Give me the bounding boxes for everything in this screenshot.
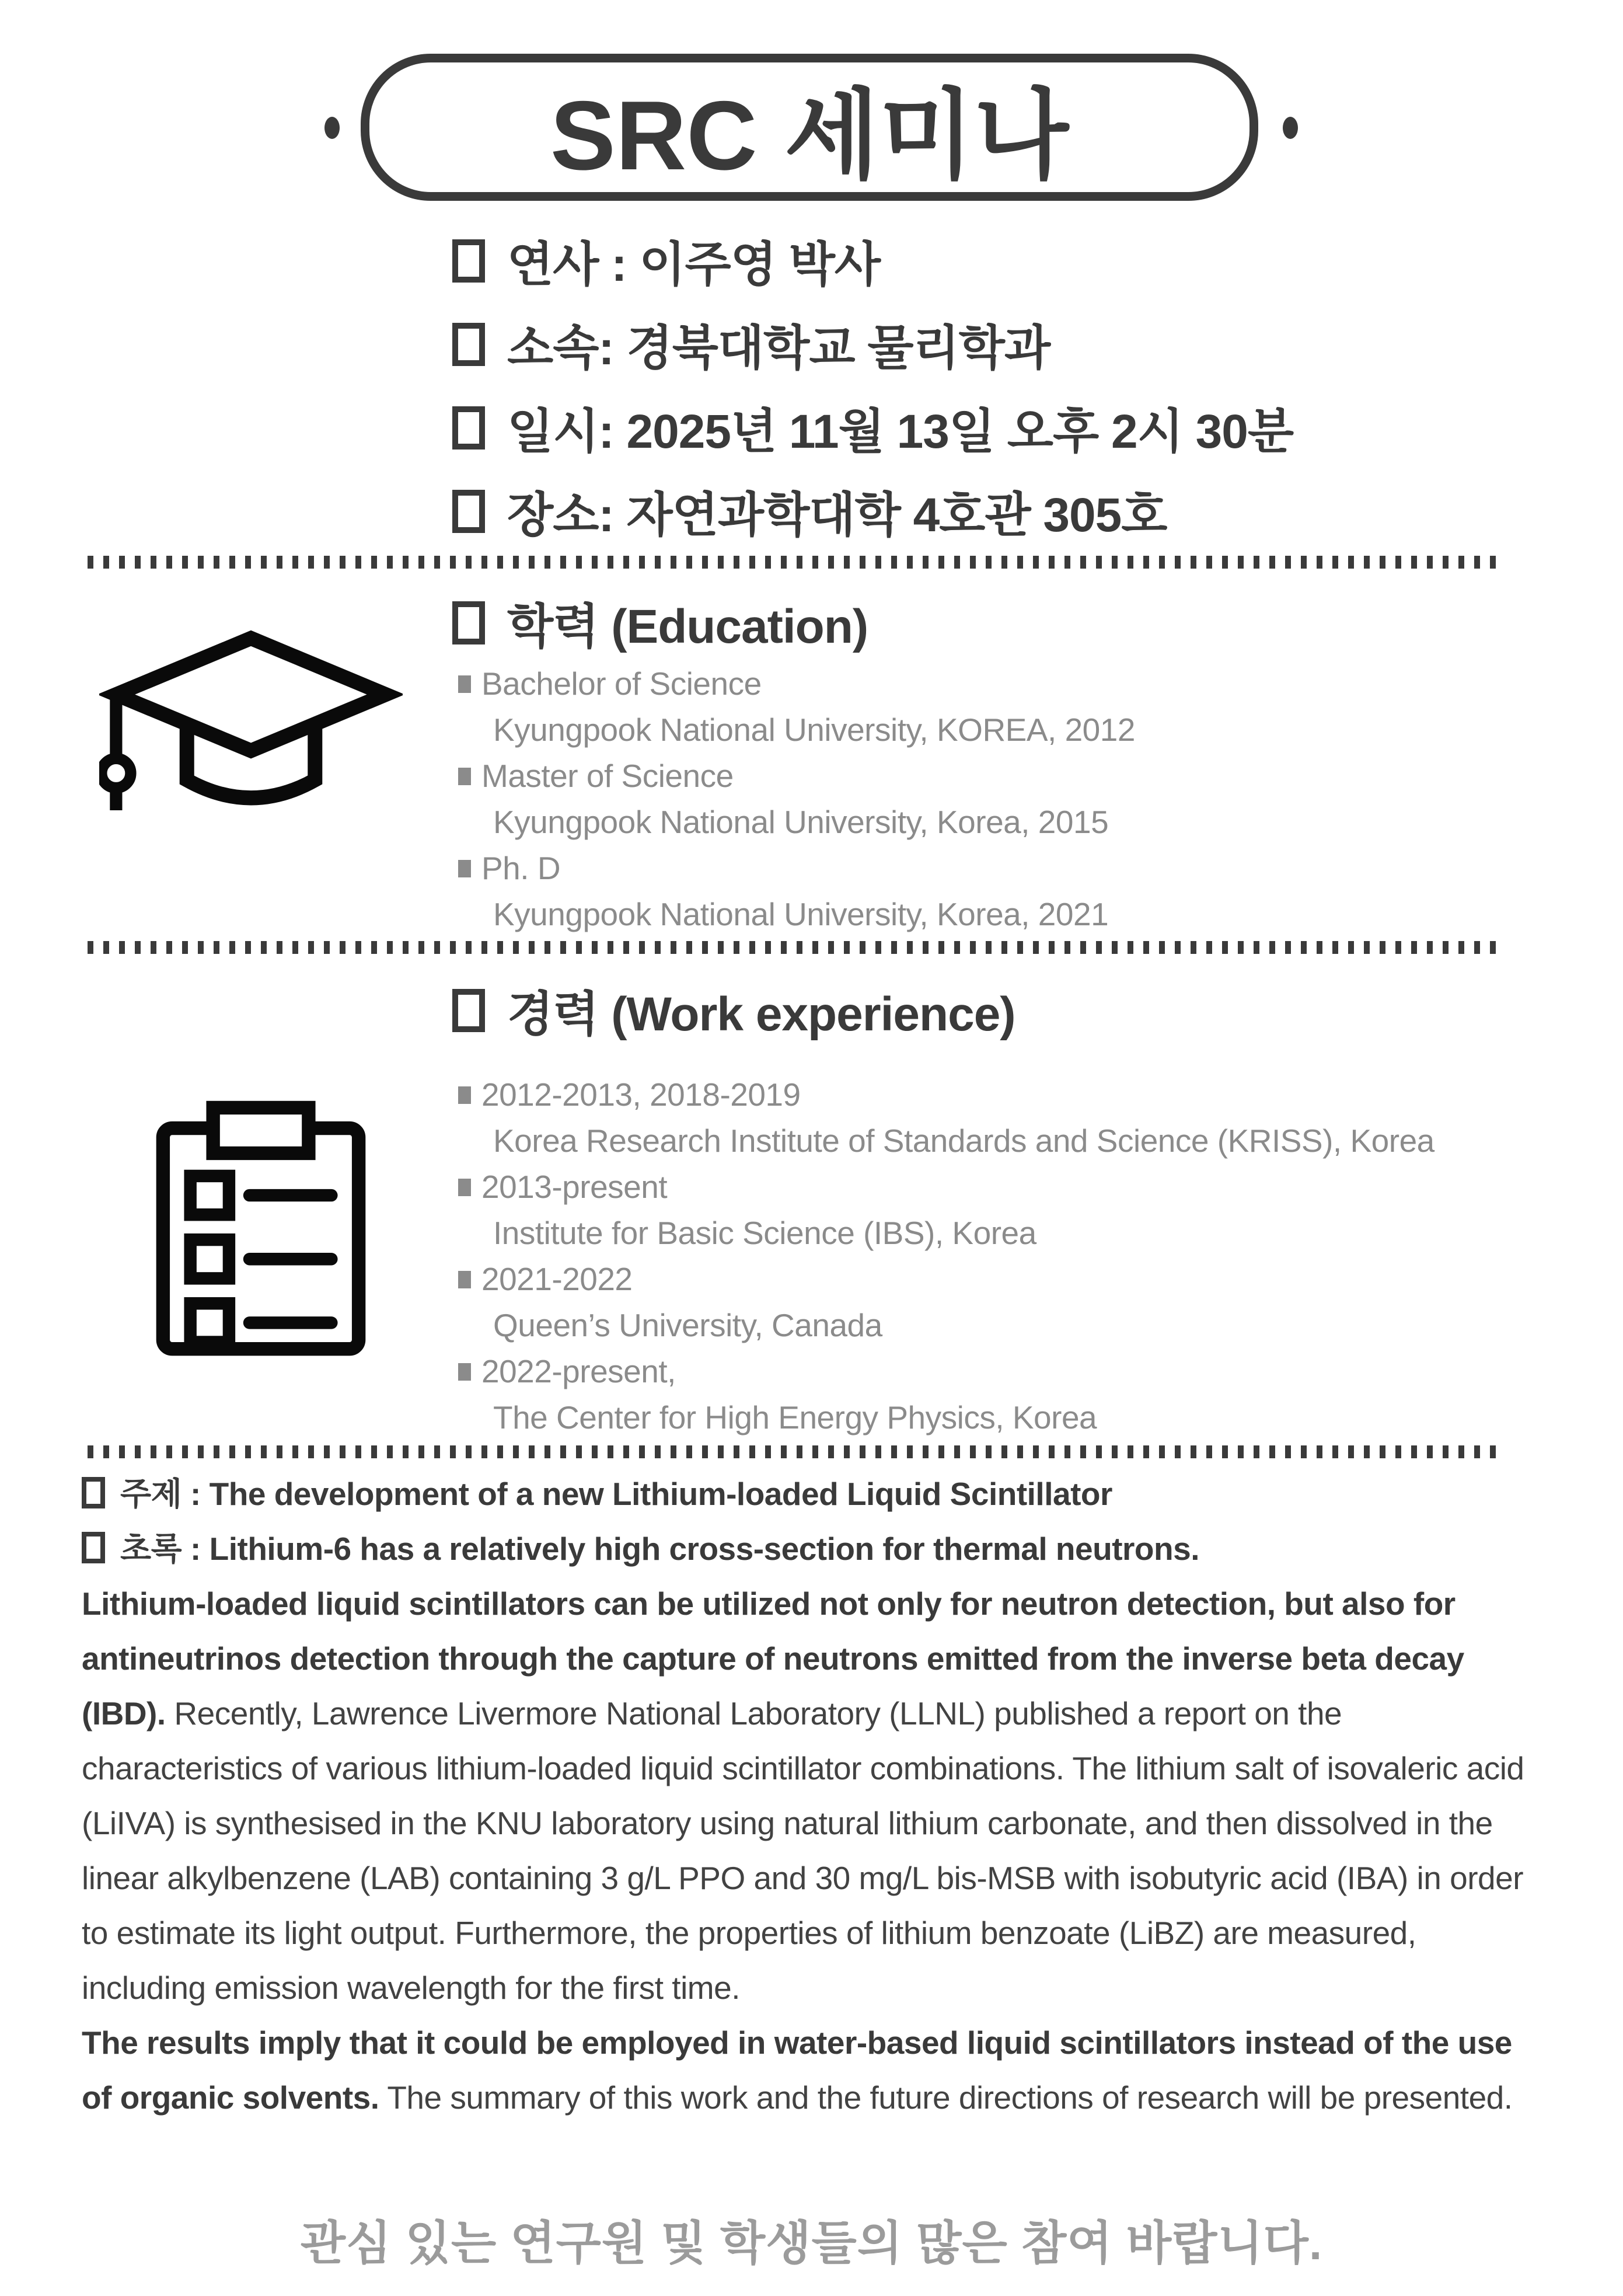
checkbox-icon: [452, 323, 485, 366]
checkbox-icon: [452, 490, 485, 533]
experience-section-header: [452, 976, 1015, 1044]
list-item: [458, 661, 1135, 707]
list-item: [458, 1256, 1434, 1302]
organization-text: Korea Research Institute of Standards and Science (KRISS), Korea: [493, 1123, 1434, 1159]
square-bullet-icon: [458, 675, 471, 693]
square-bullet-icon: [458, 768, 471, 785]
checkbox-icon: [452, 406, 485, 450]
list-item: [458, 845, 1135, 891]
abstract-lead-line: [82, 1521, 1547, 1576]
checkbox-icon: [452, 239, 485, 283]
topic-text: The development of a new Lithium-loaded Liquid Scintillator: [209, 1476, 1112, 1512]
datetime-text: 일시: 2025년 11월 13일 오후 2시 30분: [507, 405, 1294, 458]
education-list: [458, 661, 1135, 938]
period-text: 2012-2013, 2018-2019: [481, 1076, 801, 1113]
organization-text: The Center for High Energy Physics, Korea: [493, 1399, 1097, 1436]
education-section-header: [452, 588, 868, 657]
period-text: 2022-present,: [481, 1353, 676, 1389]
list-item: [458, 753, 1135, 799]
dotted-divider: [88, 1445, 1506, 1458]
experience-list: [458, 1072, 1434, 1441]
affiliation-text: 소속: 경북대학교 물리학과: [507, 322, 1050, 375]
title-banner: [361, 54, 1258, 201]
abstract-lead-text: Lithium-6 has a relatively high cross-section for thermal neutrons.: [209, 1531, 1199, 1567]
square-bullet-icon: [458, 1271, 471, 1288]
checkbox-icon: [452, 989, 485, 1032]
title-right-dot-icon: [1283, 117, 1298, 139]
abstract-label: 초록 :: [120, 1531, 210, 1567]
page-title: SRC 세미나: [550, 80, 1069, 190]
organization-text: Queen’s University, Canada: [493, 1307, 882, 1343]
checkbox-icon: [82, 1532, 105, 1563]
title-left-dot-icon: [324, 117, 340, 139]
info-row-speaker: [452, 219, 1293, 302]
abstract-results-paragraph: [82, 2015, 1547, 2125]
clipboard-checklist-icon: [147, 1096, 375, 1365]
degree-text: Ph. D: [481, 850, 561, 886]
square-bullet-icon: [458, 1179, 471, 1196]
info-row-affiliation: [452, 302, 1293, 386]
abstract-results-normal: The summary of this work and the future directions of research will be presented.: [379, 2079, 1513, 2116]
degree-detail: Kyungpook National University, Korea, 2021: [493, 896, 1109, 932]
info-row-location: [452, 469, 1293, 553]
location-text: 장소: 자연과학대학 4호관 305호: [507, 489, 1167, 542]
info-row-datetime: [452, 386, 1293, 469]
checkbox-icon: [452, 601, 485, 644]
square-bullet-icon: [458, 1086, 471, 1104]
organization-text: Institute for Basic Science (IBS), Korea: [493, 1215, 1036, 1251]
abstract-results-bold: The results imply that it could be employed in water-based liquid scintillators instead of the use of organic solvents.: [82, 2025, 1512, 2116]
topic-label: 주제 :: [120, 1476, 210, 1512]
list-item: [458, 1164, 1434, 1210]
square-bullet-icon: [458, 1363, 471, 1381]
event-info: [452, 219, 1293, 553]
checkbox-icon: [82, 1477, 105, 1508]
abstract-body-normal: Recently, Lawrence Livermore National Laboratory (LLNL) published a report on the characteristics of various lithium-loaded liquid scintillator combinations. The lithium salt of isovaleric acid (LiIVA) is synthesised in the KNU laboratory using natural lithium carbonate, and then dissolved in the linear alkylbenzene (LAB) containing 3 g/L PPO and 30 mg/L bis-MSB with isobutyric acid (IBA) in order to estimate its light output. Furthermore, the properties of lithium benzoate (LiBZ) are measured, including emission wavelength for the first time.: [82, 1695, 1524, 2006]
list-item: [458, 1349, 1434, 1395]
dotted-divider: [88, 941, 1506, 954]
education-title: 학력 (Education): [507, 600, 868, 653]
period-text: 2021-2022: [481, 1261, 633, 1297]
footer-invitation-text: 관심 있는 연구원 및 학생들의 많은 참여 바랍니다.: [300, 2217, 1323, 2269]
period-text: 2013-present: [481, 1169, 668, 1205]
list-item: [458, 1072, 1434, 1118]
abstract-body-paragraph: [82, 1576, 1547, 2015]
degree-text: Bachelor of Science: [481, 666, 762, 702]
degree-detail: Kyungpook National University, Korea, 2015: [493, 804, 1109, 840]
abstract-body-bold: Lithium-loaded liquid scintillators can be utilized not only for neutron detection, but also for antineutrinos detection through the capture of neutrons emitted from the inverse beta decay (IBD).: [82, 1586, 1464, 1731]
degree-detail: Kyungpook National University, KOREA, 2012: [493, 712, 1135, 748]
dotted-divider: [88, 556, 1506, 569]
speaker-text: 연사 : 이주영 박사: [507, 238, 881, 291]
graduation-cap-icon: [99, 623, 403, 845]
abstract-section: [82, 1466, 1547, 2125]
topic-line: [82, 1466, 1547, 1521]
degree-text: Master of Science: [481, 758, 734, 794]
square-bullet-icon: [458, 860, 471, 877]
experience-title: 경력 (Work experience): [507, 988, 1015, 1041]
